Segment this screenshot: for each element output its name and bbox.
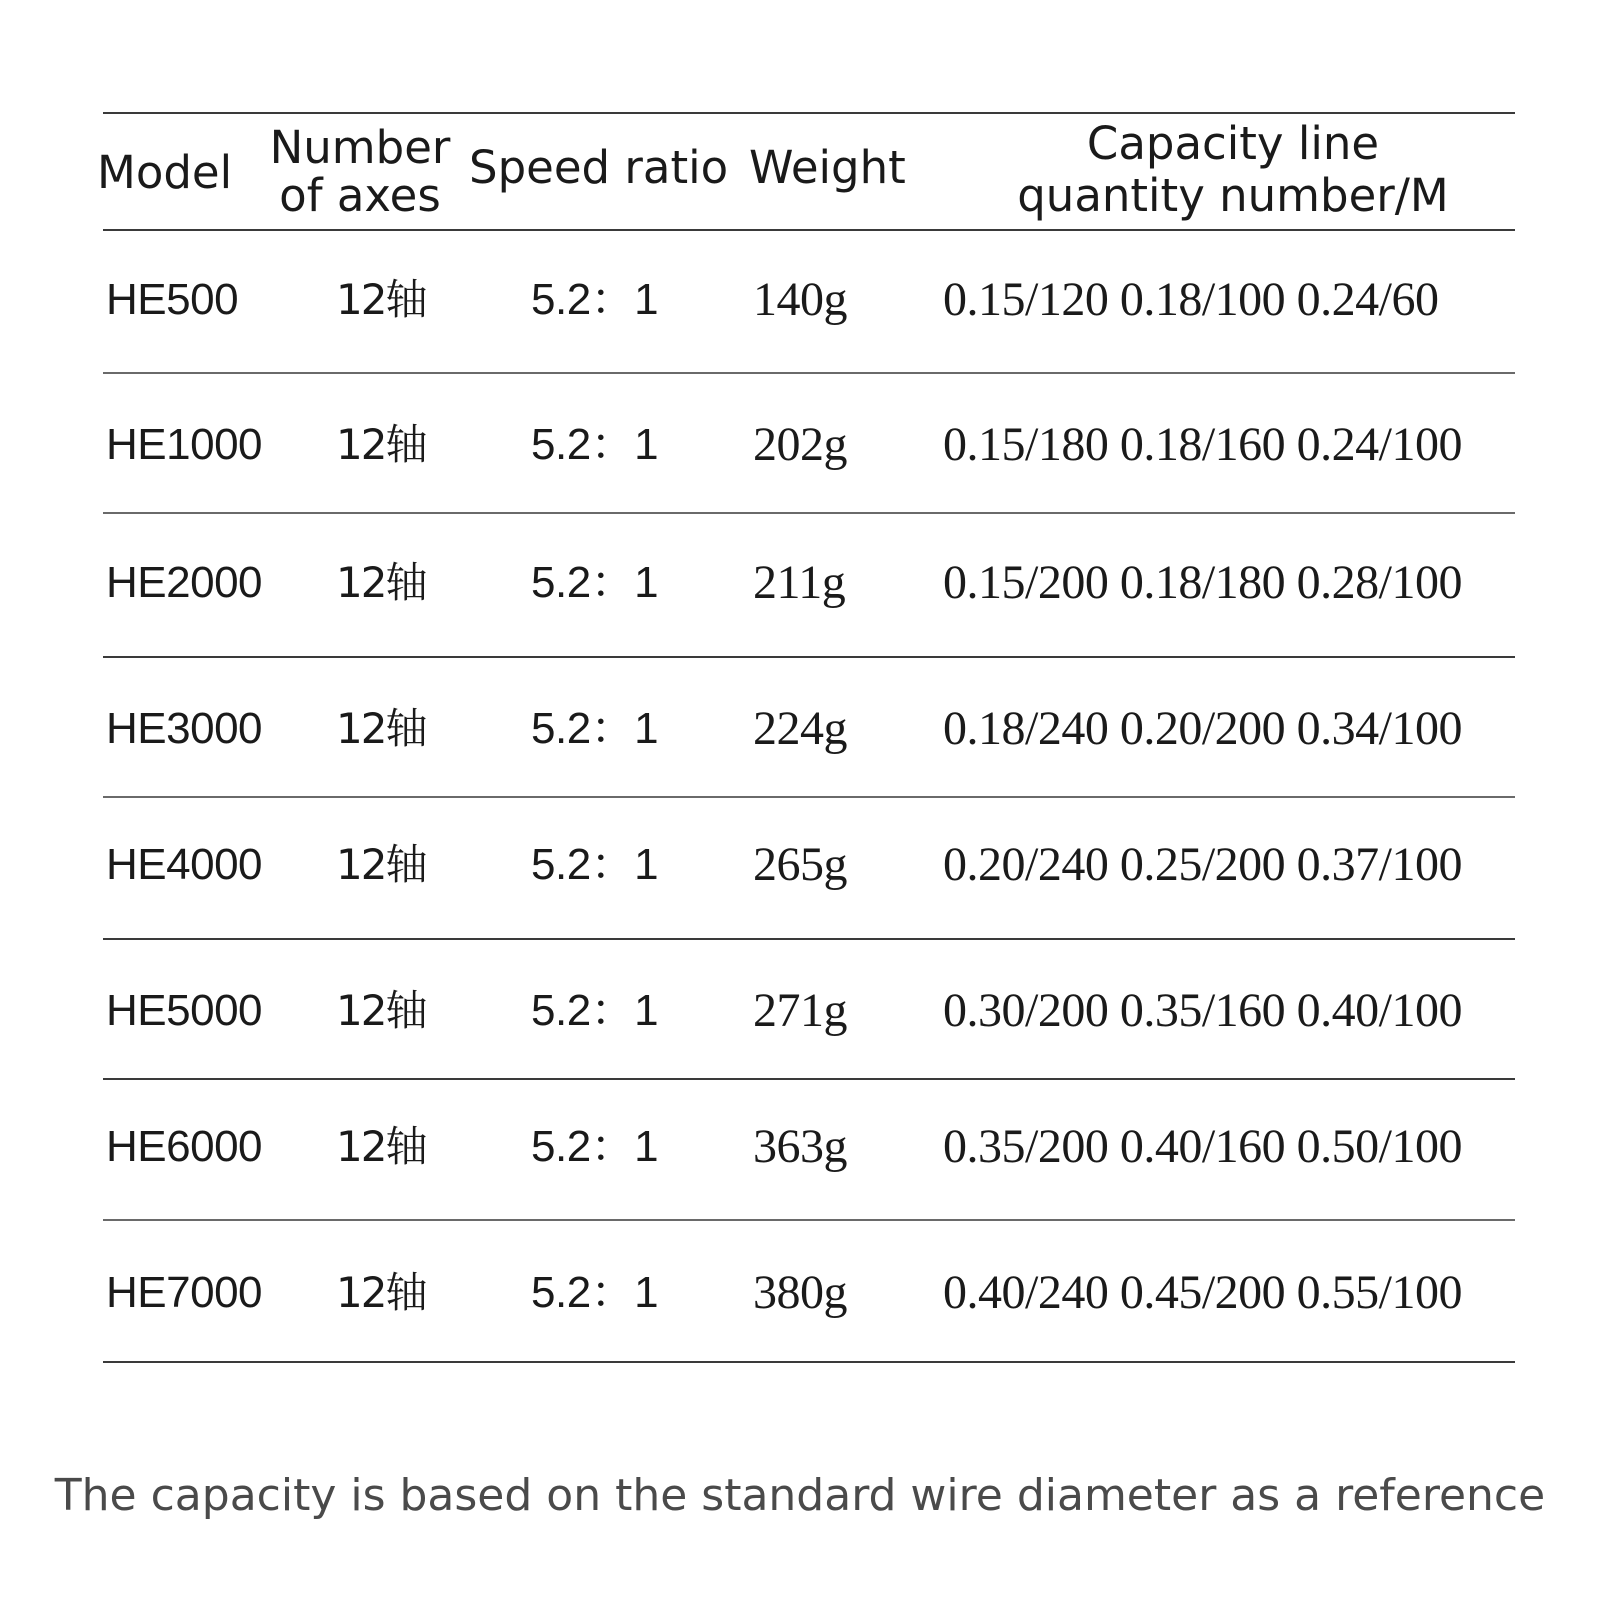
cell-capacity: 0.15/200 0.18/180 0.28/100 [943, 556, 1463, 609]
cell-speed-ratio: 5.2：1 [531, 420, 659, 469]
header-weight: Weight [749, 141, 906, 194]
cell-speed-ratio: 5.2：1 [531, 558, 659, 607]
cell-weight: 363g [753, 1120, 847, 1173]
row-divider [103, 656, 1515, 658]
header-capacity-line2: quantity number/M [1017, 169, 1449, 222]
header-speed-ratio: Speed ratio [469, 141, 729, 194]
table-bottom-rule [103, 1361, 1515, 1363]
capacity-footnote: The capacity is based on the standard wire diameter as a reference [54, 1470, 1546, 1521]
cell-model: HE5000 [106, 986, 263, 1035]
cell-capacity: 0.35/200 0.40/160 0.50/100 [943, 1120, 1463, 1173]
header-model: Model [97, 146, 233, 199]
cell-model: HE4000 [106, 840, 263, 889]
row-divider [103, 1219, 1515, 1221]
cell-weight: 224g [753, 702, 847, 755]
cell-model: HE3000 [106, 704, 263, 753]
cell-model: HE2000 [106, 558, 263, 607]
cell-capacity: 0.20/240 0.25/200 0.37/100 [943, 838, 1463, 891]
cell-axes: 12轴 [336, 840, 426, 889]
cell-model: HE7000 [106, 1268, 263, 1317]
row-divider [103, 1078, 1515, 1080]
cell-weight: 380g [753, 1266, 847, 1319]
cell-capacity: 0.15/120 0.18/100 0.24/60 [943, 273, 1439, 326]
cell-weight: 265g [753, 838, 847, 891]
cell-speed-ratio: 5.2：1 [531, 704, 659, 753]
cell-capacity: 0.40/240 0.45/200 0.55/100 [943, 1266, 1463, 1319]
row-divider [103, 512, 1515, 514]
cell-axes: 12轴 [336, 1268, 426, 1317]
cell-capacity: 0.18/240 0.20/200 0.34/100 [943, 702, 1463, 755]
cell-speed-ratio: 5.2：1 [531, 275, 659, 324]
header-number-of-axes [265, 122, 455, 222]
row-divider [103, 796, 1515, 798]
cell-capacity: 0.30/200 0.35/160 0.40/100 [943, 984, 1463, 1037]
cell-axes: 12轴 [336, 704, 426, 753]
cell-axes: 12轴 [336, 420, 426, 469]
cell-model: HE6000 [106, 1122, 263, 1171]
cell-speed-ratio: 5.2：1 [531, 986, 659, 1035]
cell-speed-ratio: 5.2：1 [531, 1122, 659, 1171]
cell-model: HE500 [106, 275, 239, 324]
cell-axes: 12轴 [336, 275, 426, 324]
cell-axes: 12轴 [336, 986, 426, 1035]
cell-axes: 12轴 [336, 558, 426, 607]
cell-speed-ratio: 5.2：1 [531, 840, 659, 889]
row-divider [103, 372, 1515, 374]
header-capacity-line1: Capacity line [1086, 117, 1380, 170]
header-number-of-axes-line1: Number [269, 121, 451, 174]
cell-model: HE1000 [106, 420, 263, 469]
cell-speed-ratio: 5.2：1 [531, 1268, 659, 1317]
header-bottom-rule [103, 229, 1515, 231]
row-divider [103, 938, 1515, 940]
table-top-rule [103, 112, 1515, 114]
header-capacity [1003, 118, 1463, 222]
cell-axes: 12轴 [336, 1122, 426, 1171]
cell-weight: 211g [753, 556, 846, 609]
cell-weight: 140g [753, 273, 847, 326]
cell-capacity: 0.15/180 0.18/160 0.24/100 [943, 418, 1463, 471]
cell-weight: 271g [753, 984, 847, 1037]
cell-weight: 202g [753, 418, 847, 471]
header-number-of-axes-line2: of axes [279, 169, 441, 222]
